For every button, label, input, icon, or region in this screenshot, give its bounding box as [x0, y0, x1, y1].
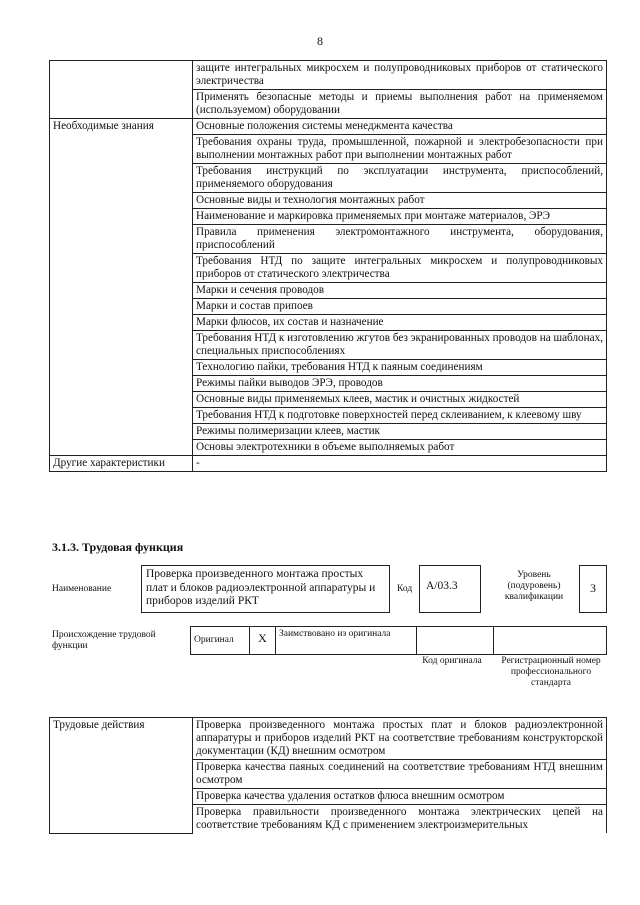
- table-cell: Проверка произведенного монтажа простых плат и блоков радиоэлектронной аппаратуры и приборов изделий РКТ на соответствие требованиям конструкторской документации (КД) внешним осмотром: [193, 718, 607, 760]
- table-cell: Основные виды применяемых клеев, мастик и очистных жидкостей: [193, 392, 607, 408]
- row-label-other: Другие характеристики: [50, 456, 193, 472]
- borrowed-cell: Заимствовано из оригинала: [275, 626, 417, 655]
- row-label-actions: Трудовые действия: [50, 718, 193, 834]
- reg-number-cell: [493, 626, 607, 655]
- table-cell: Требования охраны труда, промышленной, пожарной и электробезопасности при выполнении монтажных работ при выполнении монтажных работ: [193, 135, 607, 164]
- table-cell: Применять безопасные методы и приемы выполнения работ на применяемом (используемом) оборудовании: [193, 90, 607, 119]
- table-cell: Основные виды и технология монтажных работ: [193, 193, 607, 209]
- row-label-empty: [50, 61, 193, 119]
- knowledge-table: [49, 60, 607, 472]
- code-label: Код: [397, 584, 413, 594]
- page-number: 8: [317, 34, 323, 48]
- table-cell: Марки и состав припоев: [193, 299, 607, 315]
- table-cell: Требования НТД к подготовке поверхностей перед склеиванием, к клеевому шву: [193, 408, 607, 424]
- table-cell: Технологию пайки, требования НТД к паяным соединениям: [193, 360, 607, 376]
- code-original-label: Код оригинала: [422, 656, 482, 666]
- table-cell: Марки и сечения проводов: [193, 283, 607, 299]
- table-cell: Основы электротехники в объеме выполняемых работ: [193, 440, 607, 456]
- table-cell: -: [193, 456, 607, 472]
- name-label: Наименование: [52, 584, 112, 594]
- table-cell: Проверка качества удаления остатков флюса внешним осмотром: [193, 789, 607, 805]
- table-cell: Требования инструкций по эксплуатации инструмента, приспособлений, применяемого оборудования: [193, 164, 607, 193]
- level-value-box: 3: [579, 565, 607, 613]
- origin-label: Происхождение трудовой функции: [52, 630, 156, 651]
- table-cell: Наименование и маркировка применяемых при монтаже материалов, ЭРЭ: [193, 209, 607, 225]
- table-cell: Требования НТД по защите интегральных микросхем и полупроводниковых приборов от статического электричества: [193, 254, 607, 283]
- table-cell: Проверка качества паяных соединений на соответствие требованиям НТД внешним осмотром: [193, 760, 607, 789]
- function-name-box: Проверка произведенного монтажа простых плат и блоков радиоэлектронной аппаратуры и приборов изделий РКТ: [141, 565, 390, 613]
- function-code-box: A/03.3: [419, 565, 481, 613]
- table-cell: защите интегральных микросхем и полупроводниковых приборов от статического электричества: [193, 61, 607, 90]
- table-cell: Требования НТД к изготовлению жгутов без экранированных проводов на шаблонах, специальных приспособлениях: [193, 331, 607, 360]
- row-label-knowledge: Необходимые знания: [50, 119, 193, 456]
- reg-number-label: Регистрационный номер профессионального стандарта: [501, 656, 601, 688]
- original-mark-cell: X: [249, 626, 276, 655]
- table-cell: Основные положения системы менеджмента качества: [193, 119, 607, 135]
- table-cell: Режимы полимеризации клеев, мастик: [193, 424, 607, 440]
- section-title: 3.1.3. Трудовая функция: [52, 540, 184, 554]
- level-label: Уровень (подуровень) квалификации: [504, 570, 564, 602]
- actions-table: [49, 717, 607, 834]
- code-original-cell: [416, 626, 494, 655]
- table-cell: Проверка правильности произведенного монтажа электрических цепей на соответствие требованиям КД с применением электроизмерительных: [193, 805, 607, 834]
- table-cell: Правила применения электромонтажного инструмента, оборудования, приспособлений: [193, 225, 607, 254]
- table-cell: Режимы пайки выводов ЭРЭ, проводов: [193, 376, 607, 392]
- table-cell: Марки флюсов, их состав и назначение: [193, 315, 607, 331]
- original-cell: Оригинал: [190, 626, 250, 655]
